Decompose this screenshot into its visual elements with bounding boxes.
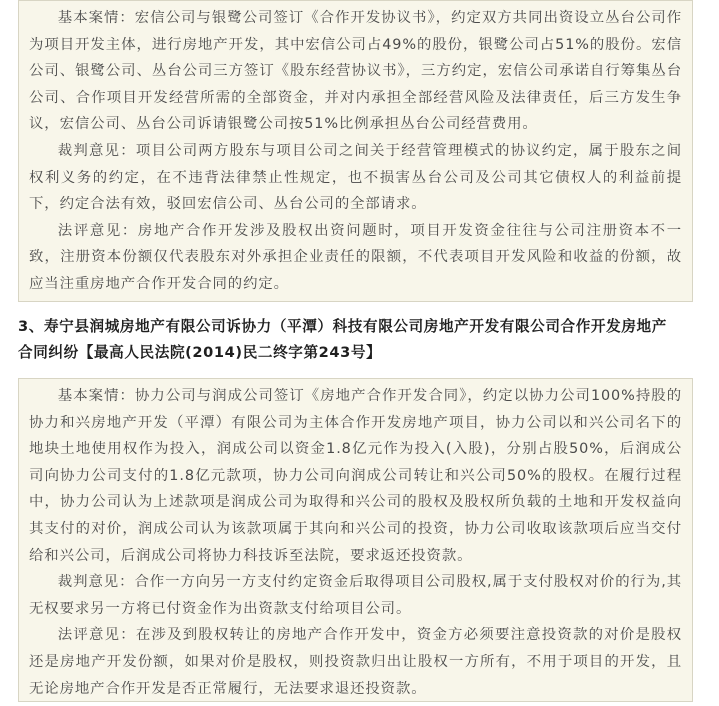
case-box-runcheng (18, 378, 693, 702)
legal-commentary-paragraph: 法评意见：在涉及到股权转让的房地产合作开发中，资金方必须要注意投资款的对价是股权还是房地产开发份额，如果对价是股权，则投资款归出让股权一方所有，不用于项目的开发，且无论房地产合作开发是否正常履行，无法要求退还投资款。 (29, 627, 682, 697)
case-heading-line-1: 3、寿宁县润城房地产有限公司诉协力（平潭）科技有限公司房地产开发有限公司合作开发房地产 (18, 318, 667, 335)
case-box-congtai (18, 0, 693, 302)
case-heading-line-2: 合同纠纷【最高人民法院(2014)民二终字第243号】 (18, 344, 382, 361)
judgment-opinion-paragraph: 裁判意见：合作一方向另一方支付约定资金后取得项目公司股权,属于支付股权对价的行为,其无权要求另一方将已付资金作为出资款支付给项目公司。 (29, 574, 682, 617)
legal-commentary-paragraph: 法评意见：房地产合作开发涉及股权出资问题时，项目开发资金往往与公司注册资本不一致，注册资本份额仅代表股东对外承担企业责任的限额，不代表项目开发风险和收益的份额，故应当注重房地产合作开发合同的约定。 (29, 222, 682, 292)
judgment-opinion-paragraph: 裁判意见：项目公司两方股东与项目公司之间关于经营管理模式的协议约定，属于股东之间权利义务的约定，在不违背法律禁止性规定，也不损害丛台公司及公司其它债权人的利益前提下，约定合法有效，驳回宏信公司、丛台公司的全部请求。 (29, 142, 682, 213)
case-heading (18, 314, 698, 366)
case-facts-paragraph: 基本案情：协力公司与润成公司签订《房地产合作开发合同》，约定以协力公司100%持股的协力和兴房地产开发（平潭）有限公司为主体合作开发房地产项目，协力公司以和兴公司名下的地块土地使用权作为投入，润成公司以资金1.8亿元作为投入(入股)，分别占股50%，后润成公司向协力公司支付的1.8亿元款项，协力公司向润成公司转让和兴公司50%的股权。在履行过程中，协力公司认为上述款项是润成公司为取得和兴公司的股权及股权所负载的土地和开发权益向其支付的对价，润成公司认为该款项属于其向和兴公司的投资，协力公司收取该款项后应当交付给和兴公司，后润成公司将协力科技诉至法院，要求返还投资款。 (29, 388, 682, 564)
case-facts-paragraph: 基本案情：宏信公司与银鹭公司签订《合作开发协议书》，约定双方共同出资设立丛台公司作为项目开发主体，进行房地产开发，其中宏信公司占49%的股份，银鹭公司占51%的股份。宏信公司、银鹭公司、丛台公司三方签订《股东经营协议书》，三方约定，宏信公司承诺自行筹集丛台公司、合作项目开发经营所需的全部资金，并对内承担全部经营风险及法律责任，后三方发生争议，宏信公司、丛台公司诉请银鹭公司按51%比例承担丛台公司经营费用。 (29, 10, 682, 133)
